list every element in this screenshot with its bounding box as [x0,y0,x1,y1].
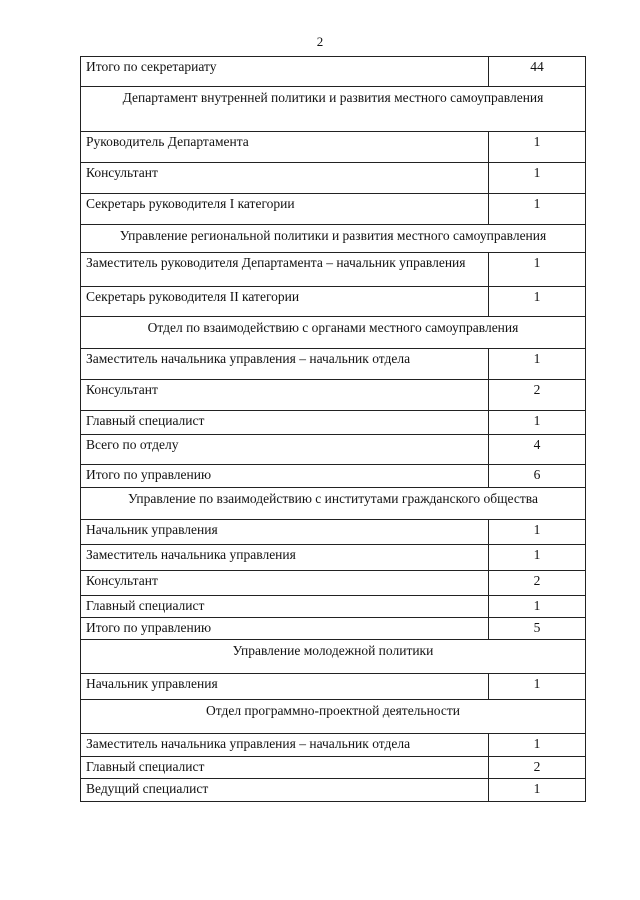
position-count: 1 [489,520,586,545]
table-row [81,380,586,411]
table-row [81,757,586,779]
position-name: Заместитель начальника управления [81,545,489,571]
table-row [81,253,586,287]
position-count: 4 [489,435,586,465]
position-name: Консультант [81,571,489,596]
position-count: 6 [489,465,586,488]
section-row [81,640,586,674]
table-row [81,194,586,225]
position-name: Главный специалист [81,757,489,779]
position-count: 2 [489,380,586,411]
table-row [81,734,586,757]
section-title: Управление по взаимодействию с институтами гражданского общества [81,488,586,520]
position-name: Итого по управлению [81,465,489,488]
position-name: Главный специалист [81,596,489,618]
position-count: 1 [489,596,586,618]
section-title: Управление молодежной политики [81,640,586,674]
position-name: Заместитель начальника управления – начальник отдела [81,349,489,380]
position-count: 44 [489,57,586,87]
section-row [81,700,586,734]
position-count: 1 [489,194,586,225]
section-row [81,87,586,132]
table-row [81,349,586,380]
position-count: 1 [489,411,586,435]
section-title: Департамент внутренней политики и развития местного самоуправления [81,87,586,132]
table-row [81,618,586,640]
table-row [81,465,586,488]
section-row [81,488,586,520]
position-count: 2 [489,571,586,596]
table-row [81,520,586,545]
position-name: Всего по отделу [81,435,489,465]
table-row [81,163,586,194]
position-count: 1 [489,349,586,380]
position-name: Консультант [81,163,489,194]
position-count: 1 [489,163,586,194]
position-count: 1 [489,132,586,163]
section-title: Отдел по взаимодействию с органами местного самоуправления [81,317,586,349]
table-row [81,435,586,465]
position-name: Главный специалист [81,411,489,435]
position-count: 1 [489,674,586,700]
table-row [81,545,586,571]
position-name: Секретарь руководителя I категории [81,194,489,225]
position-name: Ведущий специалист [81,779,489,802]
position-count: 1 [489,779,586,802]
position-count: 1 [489,734,586,757]
section-title: Управление региональной политики и развития местного самоуправления [81,225,586,253]
position-name: Итого по секретариату [81,57,489,87]
position-name: Секретарь руководителя II категории [81,287,489,317]
position-name: Заместитель руководителя Департамента – начальник управления [81,253,489,287]
position-name: Начальник управления [81,674,489,700]
table-row [81,411,586,435]
section-row [81,225,586,253]
table-row [81,132,586,163]
table-row [81,674,586,700]
position-count: 1 [489,253,586,287]
table-row [81,571,586,596]
section-title: Отдел программно-проектной деятельности [81,700,586,734]
position-count: 5 [489,618,586,640]
table-row [81,779,586,802]
staffing-table-body [81,57,586,802]
table-row [81,596,586,618]
position-count: 2 [489,757,586,779]
position-name: Итого по управлению [81,618,489,640]
section-row [81,317,586,349]
page-number: 2 [316,34,324,49]
table-row [81,57,586,87]
position-count: 1 [489,287,586,317]
position-name: Руководитель Департамента [81,132,489,163]
table-row [81,287,586,317]
position-name: Консультант [81,380,489,411]
position-name: Начальник управления [81,520,489,545]
position-count: 1 [489,545,586,571]
position-name: Заместитель начальника управления – начальник отдела [81,734,489,757]
staffing-table [80,56,586,802]
